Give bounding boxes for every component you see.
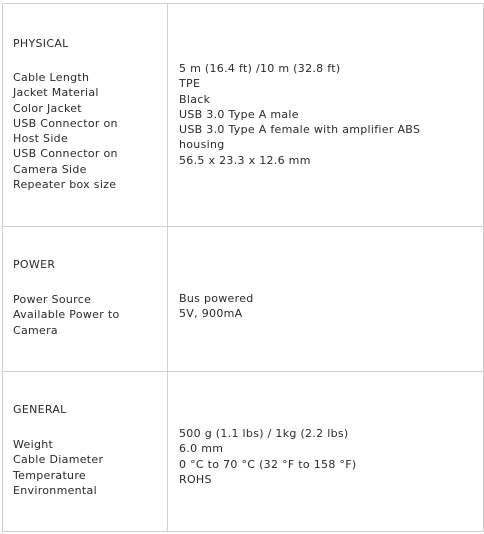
spec-label: Cable Length	[13, 71, 90, 84]
spec-label-cell	[3, 227, 168, 371]
section-title: POWER	[13, 258, 56, 271]
spec-value: ROHS	[179, 472, 212, 486]
spec-label: USB Connector on	[13, 116, 118, 130]
spec-labels	[13, 70, 118, 192]
spec-value: 5V, 900mA	[179, 307, 243, 320]
spec-values	[179, 61, 420, 168]
spec-label: Camera	[13, 323, 58, 337]
spec-label: Available Power to	[13, 308, 120, 322]
spec-value-cell	[168, 4, 484, 226]
spec-value: Black	[179, 92, 211, 106]
spec-label: Jacket Material	[13, 86, 99, 100]
spec-values	[179, 426, 356, 487]
spec-value: 5 m (16.4 ft) /10 m (32.8 ft)	[179, 61, 341, 75]
spec-label-cell	[3, 4, 168, 226]
spec-section-physical	[3, 4, 484, 227]
spec-value: USB 3.0 Type A female with amplifier ABS	[179, 123, 421, 137]
spec-label-cell	[3, 372, 168, 531]
spec-label: Host Side	[13, 132, 69, 146]
spec-label: Environmental	[13, 483, 97, 497]
spec-value: 56.5 x 23.3 x 12.6 mm	[179, 153, 311, 167]
spec-label: Weight	[13, 438, 54, 451]
spec-value-cell	[168, 227, 484, 371]
spec-label: Repeater box size	[13, 178, 117, 192]
spec-label: USB Connector on	[13, 147, 118, 161]
spec-label: Temperature	[13, 468, 86, 482]
spec-label: Color Jacket	[13, 101, 82, 115]
spec-value: housing	[179, 138, 225, 152]
spec-value: TPE	[179, 77, 201, 91]
spec-value-cell	[168, 372, 484, 531]
spec-labels	[13, 292, 119, 338]
spec-value: Bus powered	[179, 291, 254, 305]
spec-value: 500 g (1.1 lbs) / 1kg (2.2 lbs)	[179, 426, 349, 440]
spec-label: Camera Side	[13, 162, 87, 176]
spec-section-power	[3, 227, 484, 372]
spec-value: 6.0 mm	[179, 442, 224, 456]
spec-table	[2, 3, 484, 532]
spec-values	[179, 291, 254, 322]
spec-value: USB 3.0 Type A male	[179, 107, 299, 121]
section-title: GENERAL	[13, 403, 67, 416]
spec-value: 0 °C to 70 °C (32 °F to 158 °F)	[179, 457, 357, 471]
spec-labels	[13, 437, 103, 498]
spec-label: Cable Diameter	[13, 453, 104, 467]
spec-section-general	[3, 372, 484, 532]
section-title: PHYSICAL	[13, 37, 69, 50]
spec-label: Power Source	[13, 293, 92, 306]
